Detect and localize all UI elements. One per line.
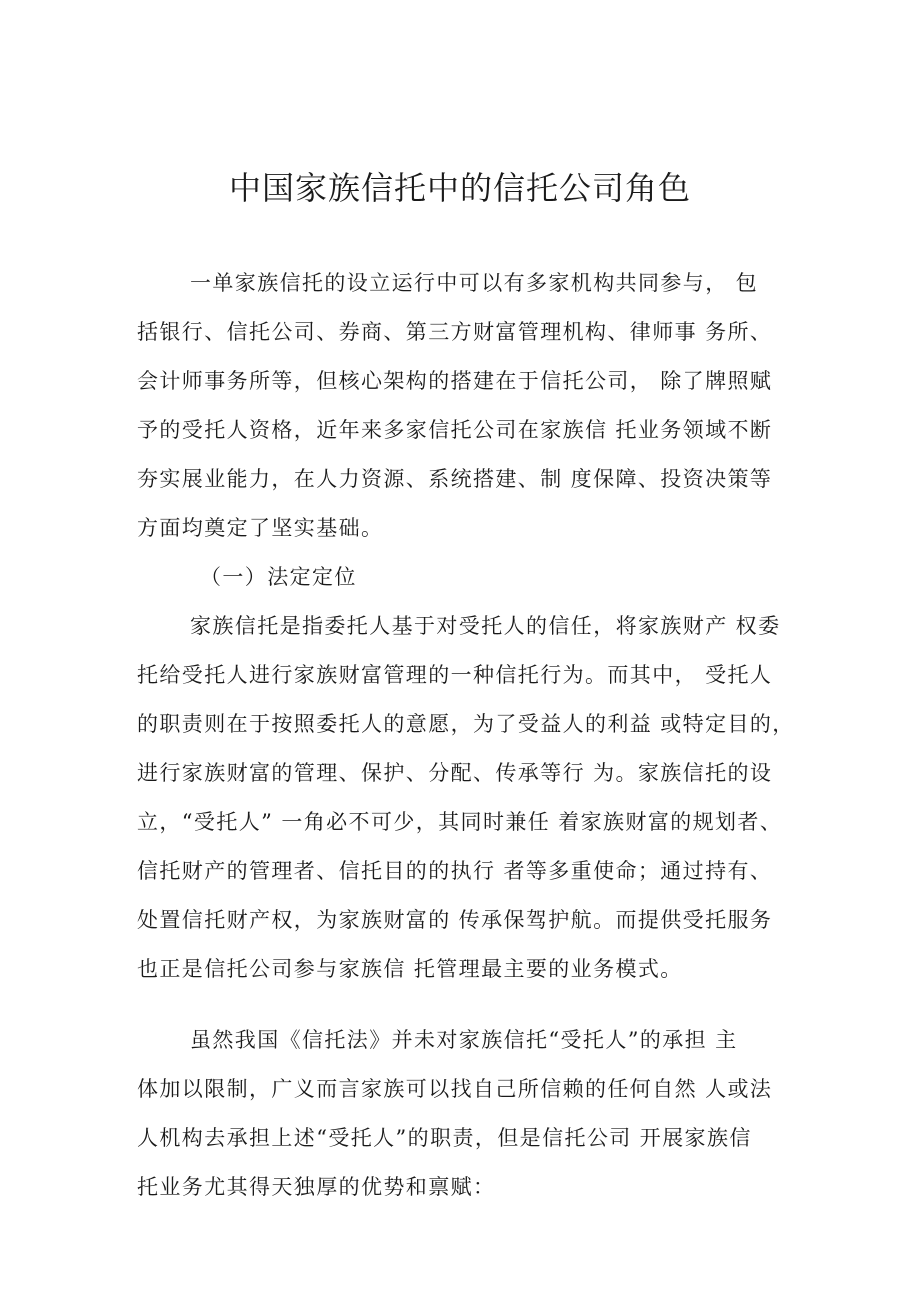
text-line: 人机构去承担上述“受托人”的职责，但是信托公司 开展家族信 [137,1126,752,1150]
text-line: 方面均奠定了坚实基础。 [137,516,384,540]
text-line: 托给受托人进行家族财富管理的一种信托行为。而其中， 受托人 [137,663,773,687]
text-line: 信托财产的管理者、信托目的的执行 者等多重使命；通过持有、 [137,859,773,883]
text-line: 处置信托财产权，为家族财富的 传承保驾护航。而提供受托服务 [137,908,773,932]
text-line: 虽然我国《信托法》并未对家族信托“受托人”的承担 主 [190,1028,738,1052]
document-title: 中国家族信托中的信托公司角色 [228,169,691,207]
text-line: 托业务尤其得天独厚的优势和禀赋： [137,1175,496,1199]
section-heading-text: （一）法定定位 [200,565,357,589]
text-line: 进行家族财富的管理、保护、分配、传承等行 为。家族信托的设 [137,761,773,785]
text-line: 会计师事务所等，但核心架构的搭建在于信托公司， 除了牌照赋 [137,369,773,393]
text-line: 一单家族信托的设立运行中可以有多家机构共同参与， 包 [190,271,759,295]
text-line: 家族信托是指委托人基于对受托人的信任，将家族财产 权委 [190,614,781,638]
text-line: 也正是信托公司参与家族信 托管理最主要的业务模式。 [137,957,683,981]
text-line: 予的受托人资格，近年来多家信托公司在家族信 托业务领域不断 [137,418,773,442]
text-line: 夯实展业能力，在人力资源、系统搭建、制 度保障、投资决策等 [137,467,773,491]
text-line: 立，“受托人” 一角必不可少，其同时兼任 着家族财富的规划者、 [137,810,783,834]
text-line: 体加以限制，广义而言家族可以找自己所信赖的任何自然 人或法 [137,1077,773,1101]
text-line: 括银行、信托公司、券商、第三方财富管理机构、律师事 务所、 [137,320,773,344]
text-line: 的职责则在于按照委托人的意愿，为了受益人的利益 或特定目的， [137,712,795,736]
